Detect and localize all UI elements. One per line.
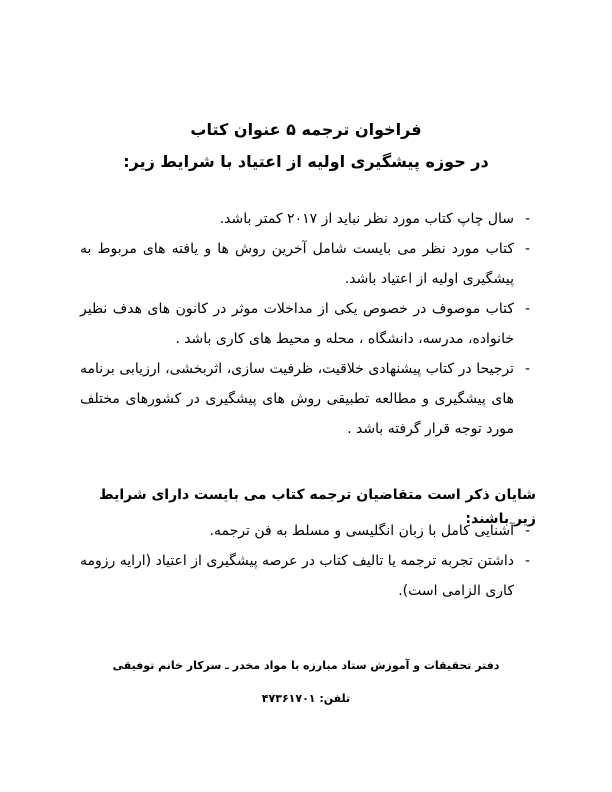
footer-department: دفتر تحقیقات و آموزش ستاد مبارزه با مواد مخدر ـ سرکار خانم توفیقی bbox=[112, 659, 500, 672]
requirement-text: آشنایی کامل با زبان انگلیسی و مسلط به فن ترجمه. bbox=[209, 523, 514, 539]
applicant-requirements-list bbox=[80, 516, 530, 606]
list-item bbox=[80, 354, 530, 444]
list-item bbox=[80, 546, 530, 606]
list-item bbox=[80, 234, 530, 294]
list-item bbox=[80, 516, 530, 546]
title-line-2: در حوزه پیشگیری اولیه از اعتیاد با شرایط زیر: bbox=[123, 152, 489, 171]
condition-text: کتاب موصوف در خصوص یکی از مداخلات موثر در کانون های هدف نظیر خانواده، مدرسه، دانشگاه ، محله و محیط های کاری باشد . bbox=[80, 301, 514, 347]
requirement-text: داشتن تجربه ترجمه یا تالیف کتاب در عرصه پیشگیری از اعتیاد (ارایه رزومه کاری الزامی است). bbox=[80, 553, 514, 599]
condition-text: ترجیحا در کتاب پیشنهادی خلاقیت، ظرفیت سازی، اثربخشی، ارزیابی برنامه های پیشگیری و مطالعه تطبیقی روش های پیشگیری در کشورهای مختلف مورد توجه قرار گرفته باشد . bbox=[80, 361, 514, 437]
list-item bbox=[80, 294, 530, 354]
bullet-dash: - bbox=[524, 553, 530, 569]
footer-phone: تلفن: ۴۷۳۶۱۷۰۱ bbox=[261, 692, 351, 705]
bullet-dash: - bbox=[524, 241, 530, 257]
title-line-1: فراخوان ترجمه ۵ عنوان کتاب bbox=[190, 120, 422, 139]
applicants-heading: شایان ذکر است متقاضیان ترجمه کتاب می بایست دارای شرایط زیر باشند: bbox=[99, 487, 536, 527]
bullet-dash: - bbox=[524, 523, 530, 539]
book-conditions-list bbox=[80, 204, 530, 444]
bullet-dash: - bbox=[524, 301, 530, 317]
bullet-dash: - bbox=[524, 361, 530, 377]
list-item bbox=[80, 204, 530, 234]
condition-text: سال چاپ کتاب مورد نظر نباید از ۲۰۱۷ کمتر باشد. bbox=[219, 211, 514, 227]
bullet-dash: - bbox=[524, 211, 530, 227]
condition-text: کتاب مورد نظر می بایست شامل آخرین روش ها و یافته های مربوط به پیشگیری اولیه از اعتیاد باشد. bbox=[80, 241, 514, 287]
